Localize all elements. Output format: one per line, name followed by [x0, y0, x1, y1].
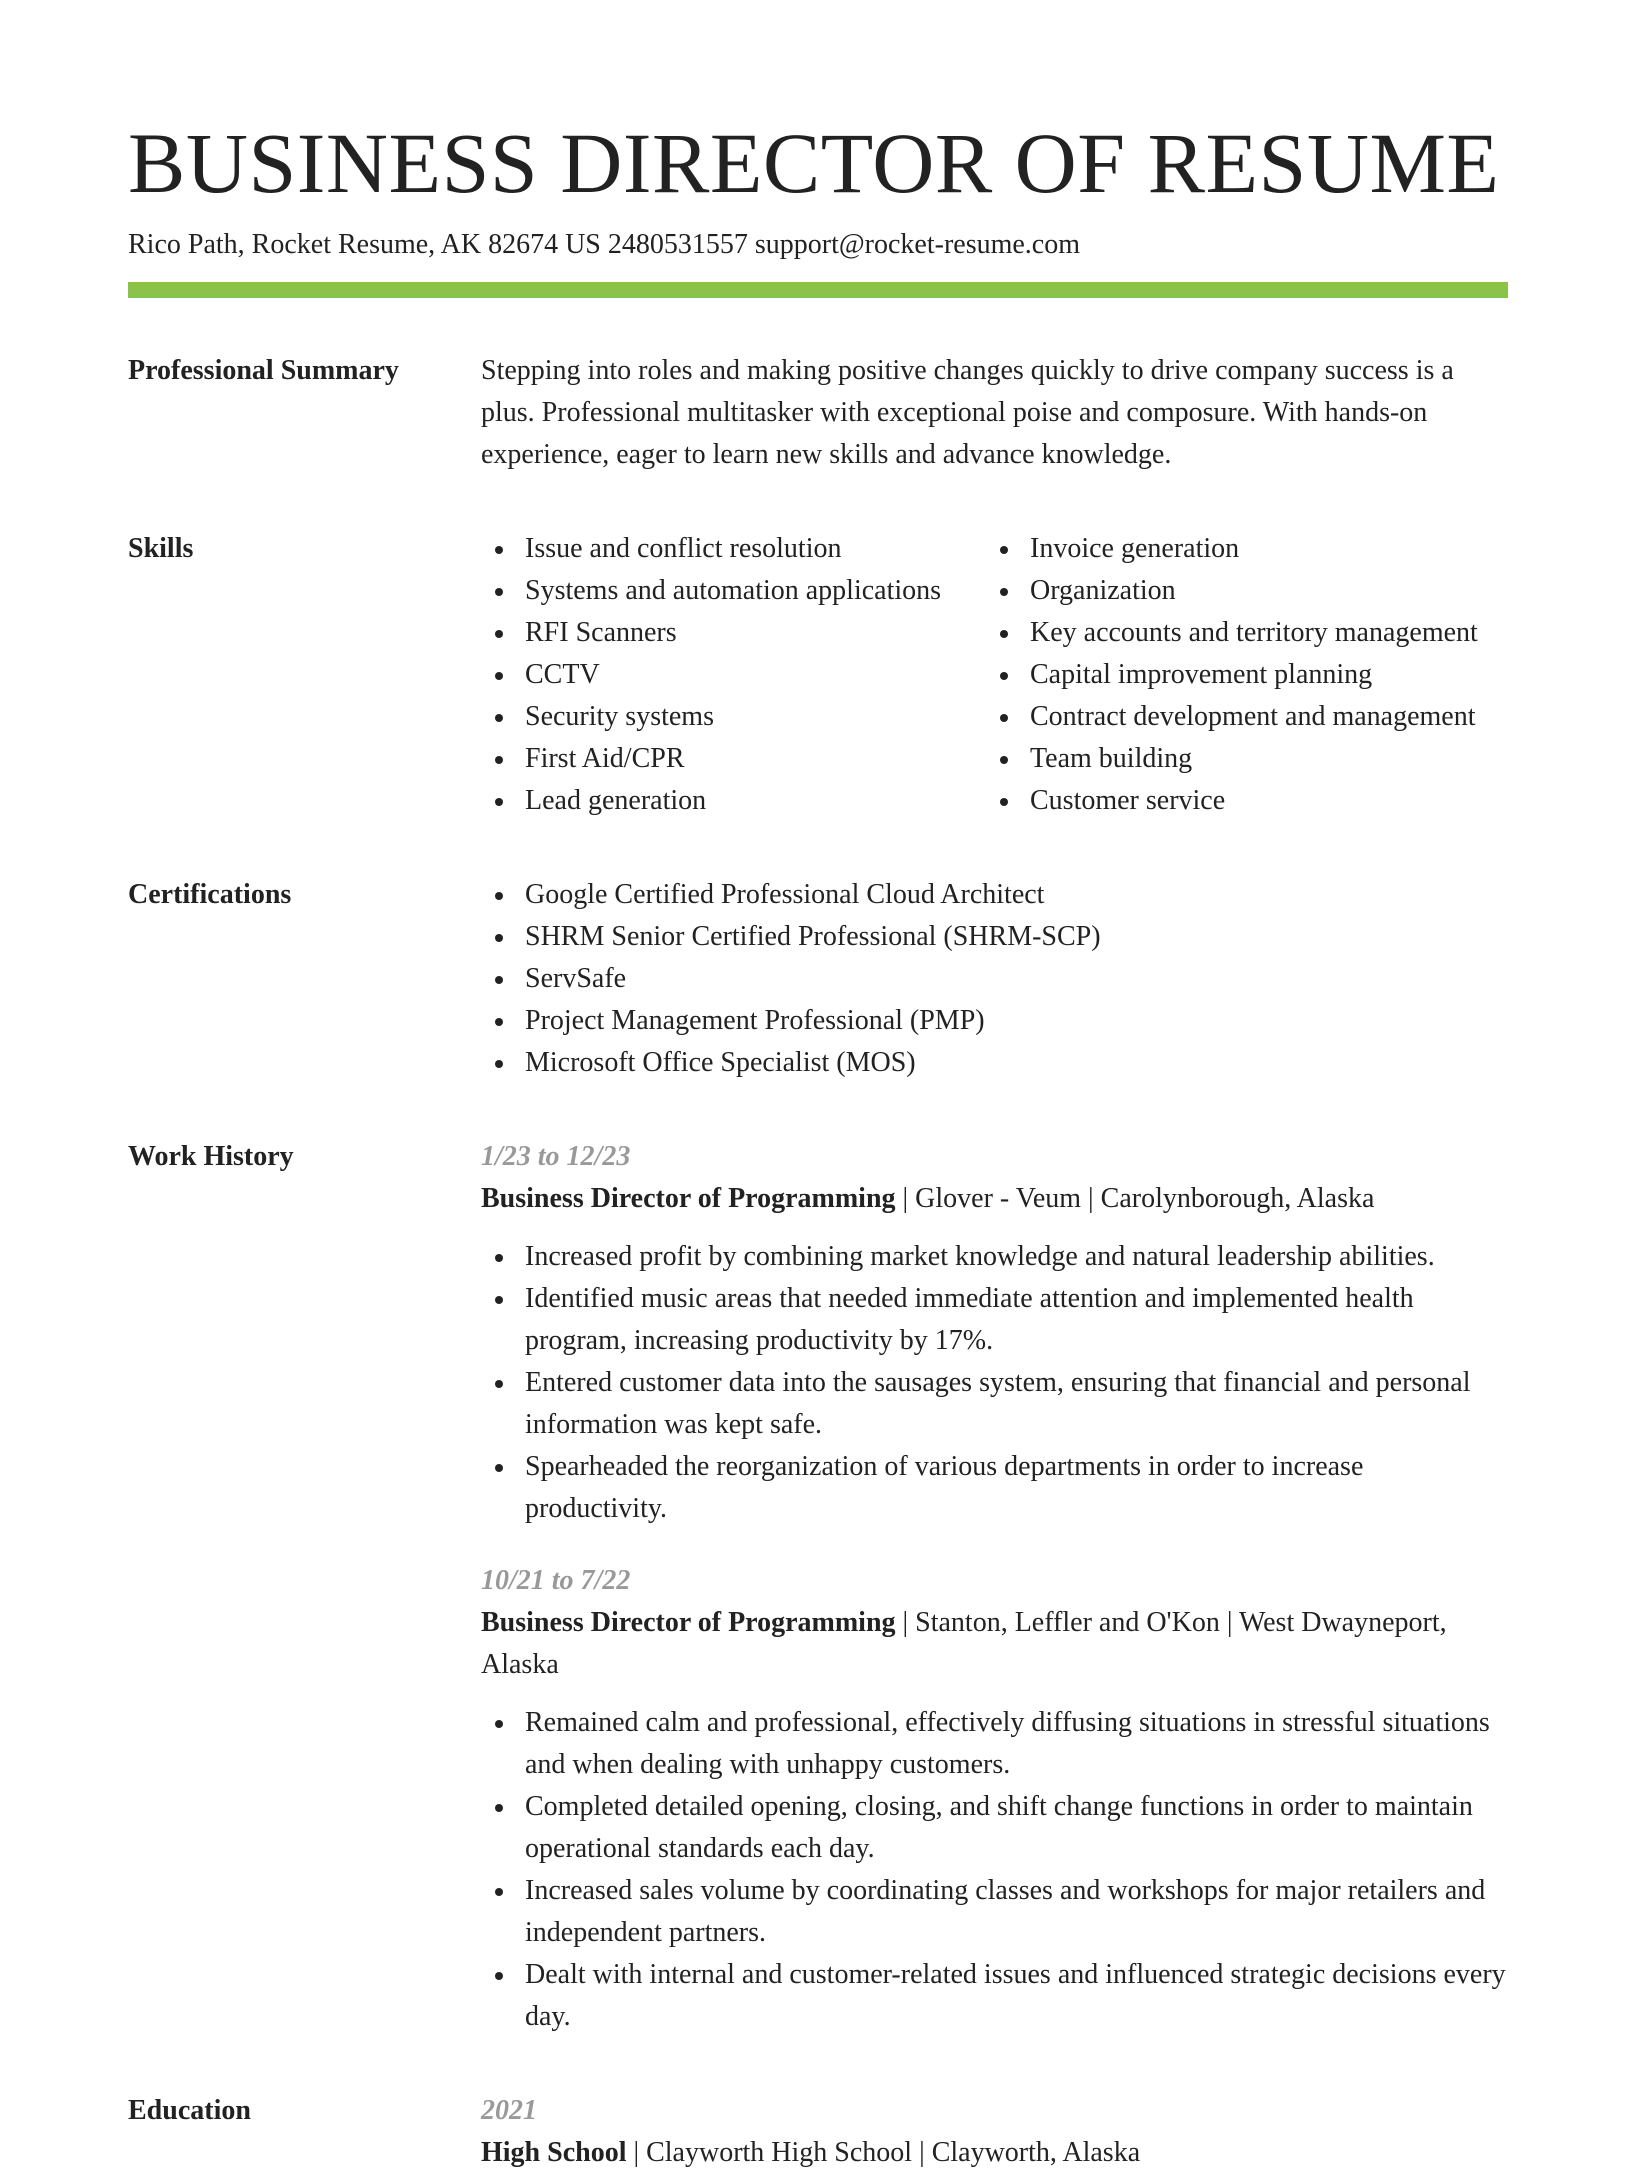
job-entry — [481, 1136, 1508, 1530]
work-history-body — [481, 1136, 1508, 2038]
certification-item: SHRM Senior Certified Professional (SHRM-SCP) — [481, 916, 1508, 958]
summary-section — [128, 350, 1508, 476]
job-company: | Glover - Veum — [896, 1183, 1082, 1214]
job-location: | Carolynborough, Alaska — [1081, 1183, 1374, 1214]
summary-text: Stepping into roles and making positive changes quickly to drive company success is a plus. Professional multitasker with exceptional poise and composure. With hands-on experience, eager to learn new skills and advance knowledge. — [481, 354, 1454, 470]
skills-list-left — [481, 528, 986, 822]
job-heading — [481, 1602, 1508, 1686]
summary-body — [481, 350, 1508, 476]
job-company: | Stanton, Leffler and O'Kon — [896, 1607, 1220, 1638]
job-bullets — [481, 1236, 1508, 1530]
header-divider — [128, 282, 1508, 298]
job-bullet: Identified music areas that needed immediate attention and implemented health program, increasing productivity by 17%. — [481, 1278, 1508, 1362]
job-title: Business Director of Programming — [481, 1182, 896, 1214]
job-dates: 1/23 to 12/23 — [481, 1140, 631, 1172]
resume-page — [128, 115, 1508, 2174]
skills-section — [128, 528, 1508, 822]
job-location: | West Dwayneport, Alaska — [481, 1607, 1447, 1680]
certification-item: Google Certified Professional Cloud Architect — [481, 874, 1508, 916]
skill-item: Capital improvement planning — [986, 654, 1508, 696]
skill-item: Team building — [986, 738, 1508, 780]
education-body — [481, 2090, 1508, 2174]
job-bullet: Increased sales volume by coordinating classes and workshops for major retailers and independent partners. — [481, 1870, 1508, 1954]
skill-item: RFI Scanners — [481, 612, 986, 654]
resume-title: BUSINESS DIRECTOR OF RESUME — [128, 115, 1500, 211]
skill-item: Key accounts and territory management — [986, 612, 1508, 654]
job-title: Business Director of Programming — [481, 1606, 896, 1638]
certifications-section — [128, 874, 1508, 1084]
education-section — [128, 2090, 1508, 2174]
education-school: | Clayworth High School — [626, 2137, 912, 2168]
section-label: Skills — [128, 532, 194, 564]
job-entry — [481, 1560, 1508, 2038]
skill-item: First Aid/CPR — [481, 738, 986, 780]
job-bullet: Completed detailed opening, closing, and shift change functions in order to maintain operational standards each day. — [481, 1786, 1508, 1870]
skill-item: Systems and automation applications — [481, 570, 986, 612]
section-label: Certifications — [128, 878, 292, 910]
skill-item: CCTV — [481, 654, 986, 696]
skill-item: Invoice generation — [986, 528, 1508, 570]
skill-item: Organization — [986, 570, 1508, 612]
contact-email: support@rocket-resume.com — [754, 229, 1081, 260]
job-bullet: Spearheaded the reorganization of various departments in order to increase productivity. — [481, 1446, 1508, 1530]
certification-item: Project Management Professional (PMP) — [481, 1000, 1508, 1042]
job-heading — [481, 1178, 1508, 1220]
education-location: | Clayworth, Alaska — [912, 2137, 1140, 2168]
certifications-body — [481, 874, 1508, 1084]
skill-item: Security systems — [481, 696, 986, 738]
certification-item: Microsoft Office Specialist (MOS) — [481, 1042, 1508, 1084]
contact-line — [128, 228, 1508, 262]
skills-grid — [481, 528, 1508, 822]
work-history-section — [128, 1136, 1508, 2038]
job-bullet: Increased profit by combining market knowledge and natural leadership abilities. — [481, 1236, 1508, 1278]
section-label: Professional Summary — [128, 354, 399, 386]
job-dates: 10/21 to 7/22 — [481, 1564, 631, 1596]
job-bullet: Remained calm and professional, effectively diffusing situations in stressful situations and when dealing with unhappy customers. — [481, 1702, 1508, 1786]
contact-address: Rico Path, Rocket Resume, AK 82674 US — [128, 229, 601, 260]
certifications-list — [481, 874, 1508, 1084]
certification-item: ServSafe — [481, 958, 1508, 1000]
skills-list-right — [986, 528, 1508, 822]
skill-item: Lead generation — [481, 780, 986, 822]
section-label: Work History — [128, 1140, 294, 1172]
section-label: Education — [128, 2094, 251, 2126]
skills-body — [481, 528, 1508, 822]
job-bullet: Entered customer data into the sausages system, ensuring that financial and personal information was kept safe. — [481, 1362, 1508, 1446]
job-bullets — [481, 1702, 1508, 2038]
education-degree: High School — [481, 2136, 627, 2168]
job-bullet: Dealt with internal and customer-related issues and influenced strategic decisions every day. — [481, 1954, 1508, 2038]
skill-item: Contract development and management — [986, 696, 1508, 738]
education-dates: 2021 — [481, 2094, 537, 2126]
contact-phone: 2480531557 — [607, 229, 748, 260]
education-heading — [481, 2132, 1508, 2174]
skill-item: Issue and conflict resolution — [481, 528, 986, 570]
skill-item: Customer service — [986, 780, 1508, 822]
